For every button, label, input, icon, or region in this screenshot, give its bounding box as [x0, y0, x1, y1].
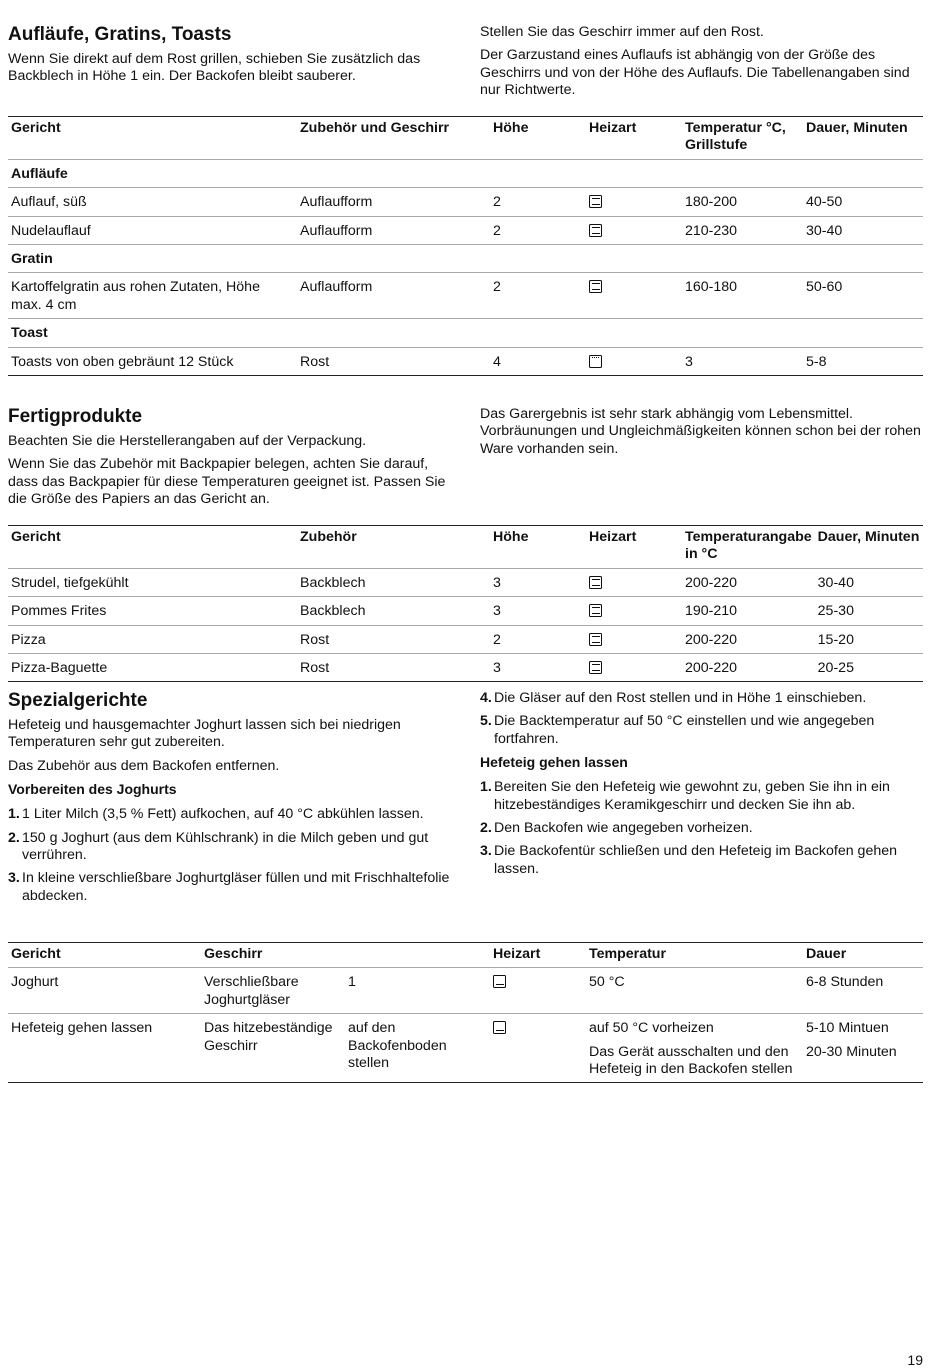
column-header: Zubehör: [300, 529, 357, 545]
table-header-row: [8, 117, 923, 160]
intro-left: [8, 51, 458, 86]
heizart-cell: [490, 1014, 586, 1083]
table-cell: 2: [493, 194, 501, 211]
table-cell: Auflauf, süß: [11, 194, 87, 211]
heizart-cell: [586, 273, 682, 319]
table-cell: 3: [493, 603, 501, 620]
table-section-row: [8, 159, 923, 187]
table-row: [8, 597, 923, 625]
heizart-cell: [586, 654, 682, 682]
spezial-left: [8, 717, 458, 911]
ober-unterhitze-icon: [589, 195, 602, 208]
ober-unterhitze-icon: [589, 280, 602, 293]
table-cell: Backblech: [300, 574, 366, 591]
step-number: 2.: [480, 820, 492, 837]
body-paragraph: Das Zubehör aus dem Backofen entfernen.: [8, 757, 280, 774]
heizart-cell: [490, 968, 586, 1014]
table-fertigprodukte: [8, 525, 923, 682]
section-title-spezialgerichte: Spezialgerichte: [8, 690, 148, 711]
body-paragraph: Beachten Sie die Herstellerangaben auf der Verpackung.: [8, 433, 367, 449]
duration-step: 20-30 Minuten: [806, 1043, 897, 1060]
table-cell: 3: [685, 353, 693, 370]
table-row: [8, 625, 923, 653]
table-cell: Rost: [300, 660, 330, 677]
table-cell: 20-25: [817, 660, 854, 677]
table-cell: 2: [493, 279, 501, 296]
step-item: [480, 779, 925, 814]
column-header: Zubehör und Geschirr: [300, 120, 449, 136]
step-number: 4.: [480, 690, 492, 706]
heizart-cell: [586, 347, 682, 375]
step-number: 2.: [8, 829, 20, 846]
table-row: [8, 188, 923, 216]
grill-icon: [589, 355, 602, 368]
table-row: [8, 654, 923, 682]
table-cell: Auflaufform: [300, 194, 373, 211]
section-label: Aufläufe: [11, 165, 68, 182]
temperature-cell: [586, 1014, 803, 1083]
table-cell: 190-210: [685, 603, 738, 620]
table-cell: 30-40: [806, 222, 843, 239]
table-cell: 3: [493, 660, 501, 677]
table-cell: Pizza-Baguette: [11, 660, 108, 677]
temperature-step: Das Gerät ausschalten und den Hefeteig in den Backofen stellen: [589, 1043, 793, 1078]
step-text: 150 g Joghurt (aus dem Kühlschrank) in die Milch geben und gut verrühren.: [22, 829, 429, 864]
hefeteig-steps: [480, 779, 925, 878]
step-item: [480, 713, 925, 748]
page-number: 19: [907, 1352, 923, 1368]
section-title-fertigprodukte: Fertigprodukte: [8, 406, 143, 427]
subheading-hefeteig: Hefeteig gehen lassen: [480, 754, 628, 771]
body-paragraph: Das Garergebnis ist sehr stark abhängig vom Lebensmittel. Vorbräunungen und Ungleichmäßigkeiten können schon bei der rohen Ware vorhanden sein.: [480, 406, 921, 457]
table-cell: Auflaufform: [300, 279, 373, 296]
column-header: Temperaturangabe in °C: [685, 529, 812, 563]
intro-paragraph: Wenn Sie direkt auf dem Rost grillen, schieben Sie zusätzlich das Backblech in Höhe 1 ein. Der Backofen bleibt sauberer.: [8, 51, 421, 85]
step-text: 1 Liter Milch (3,5 % Fett) aufkochen, auf 40 °C abkühlen lassen.: [22, 806, 424, 823]
step-item: [480, 843, 925, 878]
step-text: Die Backtemperatur auf 50 °C einstellen und wie angegeben fortfahren.: [494, 713, 875, 747]
table-cell: Verschließbare Joghurtgläser: [204, 974, 299, 1008]
table-cell: 2: [493, 631, 501, 648]
column-header: Höhe: [493, 529, 529, 545]
table-cell: 6-8 Stunden: [806, 974, 884, 991]
step-number: 3.: [480, 843, 492, 860]
table-auflaeufe: [8, 116, 923, 376]
heizart-cell: [586, 625, 682, 653]
table-cell: 4: [493, 353, 501, 370]
step-number: 1.: [8, 806, 20, 823]
table-cell: auf den Backofenboden stellen: [348, 1020, 447, 1072]
column-header: Temperatur: [589, 946, 666, 962]
step-item: [8, 830, 458, 865]
table-cell: Pommes Frites: [11, 603, 107, 620]
column-header: Gericht: [11, 946, 61, 962]
ober-unterhitze-icon: [589, 224, 602, 237]
table-cell: 200-220: [685, 574, 738, 591]
table-cell: 25-30: [817, 603, 854, 620]
column-header: Dauer, Minuten: [817, 529, 920, 545]
table-cell: Das hitzebeständige Geschirr: [204, 1020, 333, 1054]
table-cell: 50-60: [806, 279, 843, 296]
step-number: 3.: [8, 870, 20, 887]
table-cell: 1: [348, 974, 356, 991]
section-label: Toast: [11, 325, 48, 342]
intro-right: [480, 24, 925, 100]
column-header: Dauer: [806, 946, 847, 962]
ober-unterhitze-icon: [589, 604, 602, 617]
table-cell: 5-8: [806, 353, 827, 370]
table-cell: Joghurt: [11, 974, 59, 991]
step-text: Die Backofentür schließen und den Hefeteig im Backofen gehen lassen.: [494, 843, 898, 877]
table-cell: 30-40: [817, 574, 854, 591]
heizart-cell: [586, 597, 682, 625]
table-row: [8, 968, 923, 1014]
step-item: [8, 806, 458, 823]
table-cell: 200-220: [685, 660, 738, 677]
table-cell: Rost: [300, 631, 330, 648]
column-header: Heizart: [589, 120, 637, 136]
section-label: Gratin: [11, 251, 53, 268]
unterhitze-icon: [493, 975, 506, 988]
table-cell: 50 °C: [589, 974, 625, 991]
table-header-row: [8, 526, 923, 569]
step-item: [480, 820, 925, 837]
step-text: In kleine verschließbare Joghurtgläser füllen und mit Frischhaltefolie abdecken.: [22, 870, 450, 904]
step-item: [8, 870, 458, 905]
section-title-auflaeufe: Aufläufe, Gratins, Toasts: [8, 24, 232, 45]
step-item: [480, 690, 925, 707]
ober-unterhitze-icon: [589, 633, 602, 646]
table-cell: 15-20: [817, 631, 854, 648]
spezial-right: [480, 690, 925, 884]
table-cell: Auflaufform: [300, 222, 373, 239]
table-cell: 180-200: [685, 194, 738, 211]
step-number: 1.: [480, 779, 492, 796]
column-header: Höhe: [493, 120, 529, 136]
ober-unterhitze-icon: [589, 576, 602, 589]
step-number: 5.: [480, 713, 492, 730]
fertig-left: [8, 433, 458, 509]
column-header: Dauer, Minuten: [806, 120, 908, 136]
table-row: [8, 1014, 923, 1083]
column-header: Heizart: [589, 529, 637, 545]
table-cell: Nudelauflauf: [11, 222, 91, 239]
table-cell: Backblech: [300, 603, 366, 620]
body-paragraph: Wenn Sie das Zubehör mit Backpapier belegen, achten Sie darauf, dass das Backpapier für diese Temperaturen geeignet ist. Passen Sie die Größe des Papiers an das Gericht an.: [8, 456, 446, 508]
table-section-row: [8, 319, 923, 347]
table-cell: Toasts von oben gebräunt 12 Stück: [11, 353, 234, 370]
table-cell: 200-220: [685, 631, 738, 648]
column-header: Temperatur °C, Grillstufe: [685, 120, 786, 154]
table-section-row: [8, 245, 923, 273]
temperature-step: auf 50 °C vorheizen: [589, 1020, 714, 1037]
column-header: Gericht: [11, 529, 61, 545]
table-header-row: [8, 943, 923, 968]
subheading-joghurt: Vorbereiten des Joghurts: [8, 781, 177, 798]
table-row: [8, 568, 923, 596]
table-cell: Rost: [300, 353, 330, 370]
unterhitze-icon: [493, 1021, 506, 1034]
step-text: Den Backofen wie angegeben vorheizen.: [494, 820, 753, 837]
intro-paragraph: Der Garzustand eines Auflaufs ist abhängig von der Größe des Geschirrs und von der Höhe des Auflaufs. Die Tabellenangaben sind nur Richtwerte.: [480, 47, 910, 99]
table-row: [8, 347, 923, 375]
heizart-cell: [586, 188, 682, 216]
table-cell: 160-180: [685, 279, 738, 296]
table-spezialgerichte: [8, 942, 923, 1083]
column-header: Geschirr: [204, 946, 263, 962]
table-row: [8, 216, 923, 244]
intro-paragraph: Stellen Sie das Geschirr immer auf den Rost.: [480, 24, 764, 40]
table-cell: 210-230: [685, 222, 738, 239]
table-cell: Pizza: [11, 631, 46, 648]
duration-cell: [803, 1014, 923, 1083]
fertig-right: [480, 406, 925, 458]
table-cell: 3: [493, 574, 501, 591]
heizart-cell: [586, 216, 682, 244]
table-row: [8, 273, 923, 319]
column-header: Heizart: [493, 946, 541, 962]
step-text: Bereiten Sie den Hefeteig wie gewohnt zu, geben Sie ihn in ein hitzebeständiges Keramikgeschirr und decken Sie ihn ab.: [494, 779, 890, 813]
joghurt-steps: [8, 806, 458, 905]
column-header: [345, 943, 490, 968]
heizart-cell: [586, 568, 682, 596]
table-cell: 2: [493, 222, 501, 239]
joghurt-steps-continued: [480, 690, 925, 748]
column-header: Gericht: [11, 120, 61, 136]
ober-unterhitze-icon: [589, 661, 602, 674]
table-cell: Strudel, tiefgekühlt: [11, 574, 129, 591]
table-cell: Hefeteig gehen lassen: [11, 1020, 153, 1037]
table-cell: 40-50: [806, 194, 843, 211]
step-text: Die Gläser auf den Rost stellen und in Höhe 1 einschieben.: [494, 690, 867, 706]
body-paragraph: Hefeteig und hausgemachter Joghurt lassen sich bei niedrigen Temperaturen sehr gut zubereiten.: [8, 717, 401, 751]
table-cell: Kartoffelgratin aus rohen Zutaten, Höhe max. 4 cm: [11, 279, 260, 313]
duration-step: 5-10 Mintuen: [806, 1020, 889, 1037]
